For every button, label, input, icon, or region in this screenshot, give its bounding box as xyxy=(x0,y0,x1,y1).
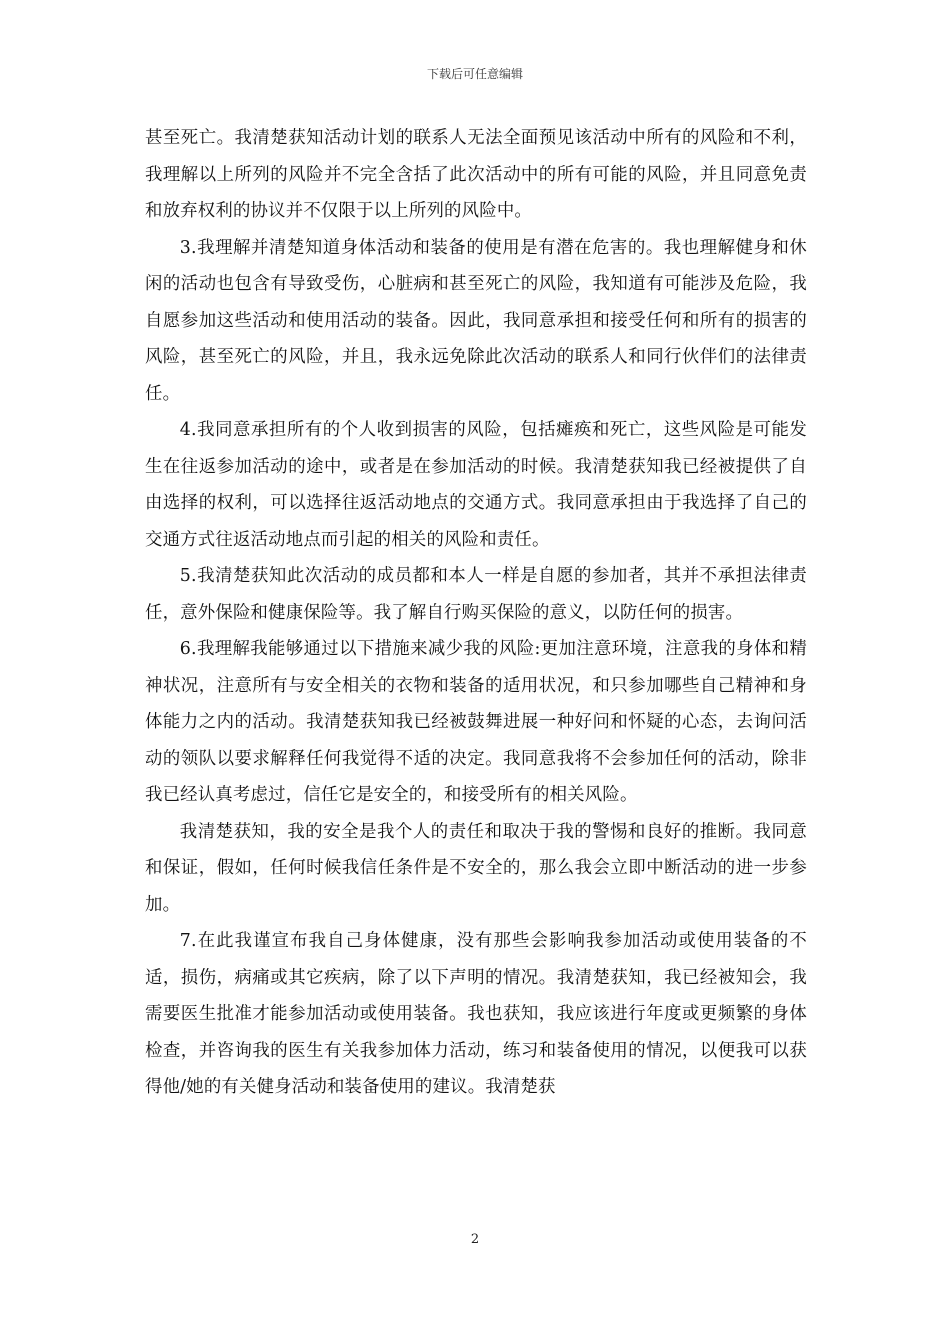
paragraph-item-3: 3.我理解并清楚知道身体活动和装备的使用是有潜在危害的。我也理解健身和休闲的活动也包含有导致受伤，心脏病和甚至死亡的风险，我知道有可能涉及危险，我自愿参加这些活动和使用活动的装备。因此，我同意承担和接受任何和所有的损害的风险，甚至死亡的风险，并且，我永远免除此次活动的联系人和同行伙伴们的法律责任。 xyxy=(145,237,807,404)
paragraph-item-4: 4.我同意承担所有的个人收到损害的风险，包括瘫痪和死亡，这些风险是可能发生在往返参加活动的途中，或者是在参加活动的时候。我清楚获知我已经被提供了自由选择的权利，可以选择往返活动地点的交通方式。我同意承担由于我选择了自己的交通方式往返活动地点而引起的相关的风险和责任。 xyxy=(145,420,807,550)
paragraph-item-7: 7.在此我谨宣布我自己身体健康，没有那些会影响我参加活动或使用装备的不适，损伤，病痛或其它疾病，除了以下声明的情况。我清楚获知，我已经被知会，我需要医生批准才能参加活动或使用装备。我也获知，我应该进行年度或更频繁的身体检查，并咨询我的医生有关我参加体力活动，练习和装备使用的情况，以便我可以获得他/她的有关健身活动和装备使用的建议。我清楚获 xyxy=(145,931,807,1097)
paragraph-item-6: 6.我理解我能够通过以下措施来减少我的风险:更加注意环境，注意我的身体和精神状况，注意所有与安全相关的衣物和装备的适用状况，和只参加哪些自己精神和身体能力之内的活动。我清楚获知我已经被鼓舞进展一种好问和怀疑的心态，去询问活动的领队以要求解释任何我觉得不适的决定。我同意我将不会参加任何的活动，除非我已经认真考虑过，信任它是安全的，和接受所有的相关风险。 xyxy=(145,639,807,805)
paragraph-item-5: 5.我清楚获知此次活动的成员都和本人一样是自愿的参加者，其并不承担法律责任，意外保险和健康保险等。我了解自行购买保险的意义，以防任何的损害。 xyxy=(145,566,807,623)
document-body xyxy=(145,120,807,1106)
page-number: 2 xyxy=(470,1232,480,1247)
paragraph-safety-statement: 我清楚获知，我的安全是我个人的责任和取决于我的警惕和良好的推断。我同意和保证，假如，任何时候我信任条件是不安全的，那么我会立即中断活动的进一步参加。 xyxy=(145,821,807,915)
paragraph-continuation: 甚至死亡。我清楚获知活动计划的联系人无法全面预见该活动中所有的风险和不利，我理解以上所列的风险并不完全含括了此次活动中的所有可能的风险，并且同意免责和放弃权利的协议并不仅限于以上所列的风险中。 xyxy=(145,128,807,221)
page-header: 下载后可任意编辑 xyxy=(426,67,523,81)
